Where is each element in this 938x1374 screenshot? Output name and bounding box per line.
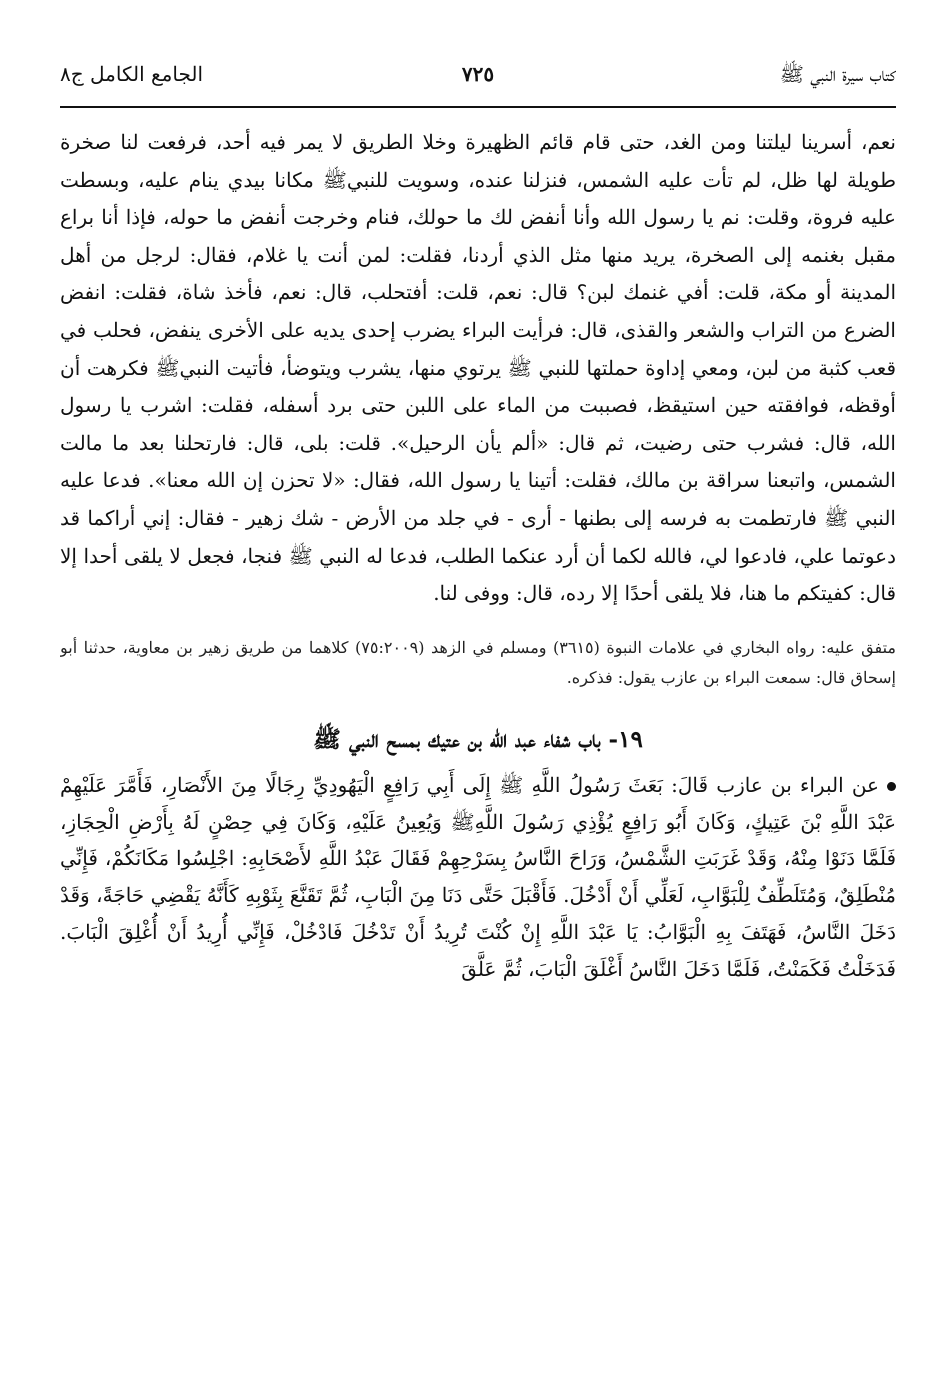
chapter-heading: ١٩- باب شفاء عبد الله بن عتيك بمسح النبي ﷺ [313, 725, 643, 753]
footnote-paragraph: متفق عليه: رواه البخاري في علامات النبوة (٣٦١٥) ومسلم في الزهد (٧٥:٢٠٠٩) كلاهما من طريق زهير بن معاوية، حدثنا أبو إسحاق قال: سمعت البراء بن عازب يقول: فذكره. [60, 637, 896, 687]
hadith-paragraph [60, 767, 896, 988]
page-header [60, 52, 896, 108]
page-number: ٧٢٥ [461, 62, 495, 86]
hadith-paragraph-text: عن البراء بن عازب قَالَ: بَعَثَ رَسُولُ اللَّهِ ﷺ إِلَى أَبِي رَافِعٍ الْيَهُودِيِّ رِجَالًا مِنَ الأَنْصَارِ، فَأَمَّرَ عَلَيْهِمْ عَبْدَ اللَّهِ بْنَ عَتِيكٍ، وَكَانَ أَبُو رَافِعٍ يُؤْذِي رَسُولَ اللَّهِﷺ وَيُعِينُ عَلَيْهِ، وَكَانَ فِي حِصْنٍ لَهُ بِأَرْضِ الْحِجَازِ، فَلَمَّا دَنَوْا مِنْهُ، وَقَدْ غَرَبَتِ الشَّمْسُ، وَرَاحَ النَّاسُ بِسَرْحِهِمْ فَقَالَ عَبْدُ اللَّهِ لأَصْحَابِهِ: اجْلِسُوا مَكَانَكُمْ، فَإِنِّي مُنْطَلِقٌ، وَمُتَلَطِّفٌ لِلْبَوَّابِ، لَعَلِّي أَنْ أَدْخُلَ. فَأَقْبَلَ حَتَّى دَنَا مِنَ الْبَابِ، ثُمَّ تَقَنَّعَ بِثَوْبِهِ كَأَنَّهُ يَقْضِي حَاجَةً، وَقَدْ دَخَلَ النَّاسُ، فَهَتَفَ بِهِ الْبَوَّابُ: يَا عَبْدَ اللَّهِ إِنْ كُنْتَ تُرِيدُ أَنْ تَدْخُلَ فَادْخُلْ، فَإِنِّي أُرِيدُ أَنْ أُغْلِقَ الْبَابَ. فَدَخَلْتُ فَكَمَنْتُ، فَلَمَّا دَخَلَ النَّاسُ أَغْلَقَ الْبَابَ، ثُمَّ عَلَّقَ [60, 772, 896, 981]
main-text [60, 124, 896, 613]
book-page [60, 52, 896, 1352]
running-title-book: كتاب سيرة النبي ﷺ [779, 62, 896, 86]
main-paragraph: نعم، أسرينا ليلتنا ومن الغد، حتى قام قائم الظهيرة وخلا الطريق لا يمر فيه أحد، فرفعت لنا صخرة طويلة لها ظل، لم تأت عليه الشمس، فنزلنا عنده، وسويت للنبيﷺ مكانا بيدي ينام عليه، وبسطت عليه فروة، وقلت: نم يا رسول الله وأنا أنفض لك ما حولك، فنام وخرجت أنفض ما حوله، فإذا أنا براع مقبل بغنمه إلى الصخرة، يريد منها مثل الذي أردنا، فقلت: لمن أنت يا غلام، فقال: لرجل من أهل المدينة أو مكة، قلت: أفي غنمك لبن؟ قال: نعم، قلت: أفتحلب، قال: نعم، فأخذ شاة، فقلت: انفض الضرع من التراب والشعر والقذى، قال: فرأيت البراء يضرب إحدى يديه على الأخرى ينفض، فحلب في قعب كثبة من لبن، ومعي إداوة حملتها للنبي ﷺ يرتوي منها، يشرب ويتوضأ، فأتيت النبيﷺ فكرهت أن أوقظه، فوافقته حين استيقظ، فصببت من الماء على اللبن حتى برد أسفله، فقلت: اشرب يا رسول الله، قال: فشرب حتى رضيت، ثم قال: «ألم يأن الرحيل». قلت: بلى، قال: فارتحلنا بعد ما مالت الشمس، واتبعنا سراقة بن مالك، فقلت: أتينا يا رسول الله، فقال: «لا تحزن إن الله معنا». فدعا عليه النبي ﷺ فارتطمت به فرسه إلى بطنها - أرى - في جلد من الأرض - شك زهير - فقال: إني أراكما قد دعوتما علي، فادعوا لي، فالله لكما أن أرد عنكما الطلب، فدعا له النبي ﷺ فنجا، فجعل لا يلقى أحدا إلا قال: كفيتكم ما هنا، فلا يلقى أحدًا إلا رده، قال: ووفى لنا. [60, 130, 896, 606]
hadith-takhrij-note [60, 633, 896, 693]
bullet-icon [887, 782, 896, 791]
running-title-volume: الجامع الكامل ج٨ [60, 62, 204, 86]
hadith-text [60, 767, 896, 988]
